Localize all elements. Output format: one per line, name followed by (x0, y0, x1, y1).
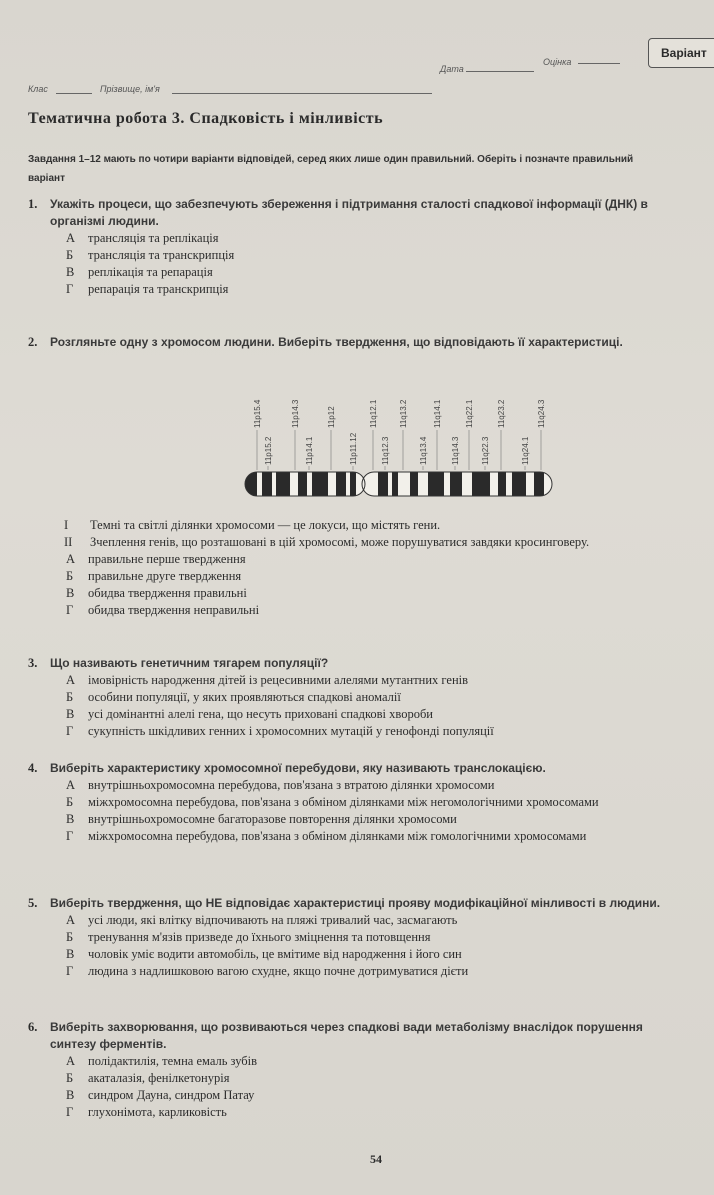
chromosome-q-arm (362, 472, 552, 496)
option-b[interactable]: Б акаталазія, фенілкетонурія (66, 1071, 230, 1085)
question-3 (28, 655, 688, 740)
question-number: 6. (28, 1020, 38, 1034)
grade-field[interactable] (578, 63, 620, 64)
option-d[interactable]: Г сукупність шкідливих генних і хромосомних мутацій у генофонді популяції (66, 724, 494, 738)
option-b[interactable]: Б міжхромосомна перебудова, пов'язана з обміном ділянками між негомологічними хромосомами (66, 795, 599, 809)
instructions: Завдання 1–12 мають по чотири варіанти відповідей, серед яких лише один правильний. Оберіть і позначте правильний варіант (28, 154, 634, 184)
band-label: 11p14.3 (291, 399, 300, 428)
option-c[interactable]: В чоловік уміє водити автомобіль, це вмітиме від народження і його син (66, 947, 462, 961)
option-c[interactable]: В усі домінантні алелі гена, що несуть приховані спадкові хвороби (66, 707, 434, 721)
option-c[interactable]: В внутрішньохромосомне багаторазове повторення ділянки хромосоми (66, 812, 457, 826)
variant-box: Варіант (648, 38, 714, 68)
band-label: 11q14.1 (433, 399, 442, 428)
option-a[interactable]: А полідактилія, темна емаль зубів (66, 1054, 258, 1068)
statement-2: II Зчеплення генів, що розташовані в цій хромосомі, може порушуватися завдяки кросинговеру. (64, 535, 590, 549)
date-label: Дата (440, 64, 464, 74)
band-label: 11q13.4 (419, 436, 428, 465)
band-ticks (257, 430, 541, 470)
option-b[interactable]: Б тренування м'язів призведе до їхнього зміцнення та потовщення (66, 930, 431, 944)
band-label: 11q24.1 (521, 436, 530, 465)
question-1 (28, 196, 688, 298)
option-c[interactable]: В синдром Дауна, синдром Патау (66, 1088, 255, 1102)
option-d[interactable]: Г глухонімота, карликовість (66, 1105, 227, 1119)
grade-label: Оцінка (543, 57, 572, 67)
question-text: Що називають генетичним тягарем популяції? (50, 656, 329, 670)
question-text: Виберіть захворювання, що розвиваються через спадкові вади метаболізму внаслідок порушення синтезу ферментів. (50, 1020, 643, 1051)
option-d[interactable]: Г людина з надлишковою вагою схудне, якщо почне дотримуватися дієти (66, 964, 469, 978)
band-label: 11q12.3 (381, 436, 390, 465)
class-label: Клас (28, 84, 48, 94)
band-label: 11q13.2 (399, 399, 408, 428)
band-label: 11q24.3 (537, 399, 546, 428)
option-a[interactable]: А правильне перше твердження (66, 552, 246, 566)
band-label: 11q23.2 (497, 399, 506, 428)
band-label: 11q14.3 (451, 436, 460, 465)
page-number: 54 (370, 1152, 382, 1166)
option-d[interactable]: Г обидва твердження неправильні (66, 603, 260, 617)
page-title: Тематична робота 3. Спадковість і мінливість (28, 110, 384, 127)
question-text: Виберіть твердження, що НЕ відповідає характеристиці прояву модифікаційної мінливості в людини. (50, 896, 661, 910)
option-a[interactable]: А імовірність народження дітей із рецесивними алелями мутантних генів (66, 673, 469, 687)
chromosome-p-arm (245, 472, 365, 496)
question-number: 2. (28, 335, 38, 349)
question-4 (28, 760, 688, 845)
date-field[interactable] (466, 71, 534, 72)
band-label: 11q12.1 (369, 399, 378, 428)
band-label: 11p12 (327, 406, 336, 428)
question-5 (28, 895, 688, 980)
name-field[interactable] (172, 93, 432, 94)
question-number: 3. (28, 656, 38, 670)
question-number: 1. (28, 197, 38, 211)
question-6 (28, 1019, 688, 1121)
band-label: 11p15.4 (253, 399, 262, 428)
question-2-statements (28, 517, 688, 619)
question-text: Укажіть процеси, що забезпечують збереження і підтримання сталості спадкової інформації (ДНК) в організмі людини. (50, 197, 648, 228)
option-a[interactable]: А усі люди, які влітку відпочивають на пляжі тривалий час, засмагають (66, 913, 458, 927)
question-number: 4. (28, 761, 38, 775)
option-b[interactable]: Б особини популяції, у яких проявляються спадкові аномалії (66, 690, 401, 704)
band-label: 11q22.3 (481, 436, 490, 465)
question-text: Виберіть характеристику хромосомної перебудови, яку називають транслокацією. (50, 761, 546, 775)
statement-1: I Темні та світлі ділянки хромосоми — це локуси, що містять гени. (64, 518, 441, 532)
band-label: 11p14.1 (305, 436, 314, 465)
option-b[interactable]: Б правильне друге твердження (66, 569, 242, 583)
option-c[interactable]: В реплікація та репарація (66, 265, 213, 279)
option-a[interactable]: А внутрішньохромосомна перебудова, пов'язана з втратою ділянки хромосоми (66, 778, 495, 792)
option-c[interactable]: В обидва твердження правильні (66, 586, 247, 600)
question-text: Розгляньте одну з хромосом людини. Виберіть твердження, що відповідають її характеристиці. (50, 335, 623, 349)
option-a[interactable]: А трансляція та реплікація (66, 231, 219, 245)
option-d[interactable]: Г міжхромосомна перебудова, пов'язана з обміном ділянками між гомологічними хромосомами (66, 829, 587, 843)
option-b[interactable]: Б трансляція та транскрипція (66, 248, 235, 262)
option-d[interactable]: Г репарація та транскрипція (66, 282, 229, 296)
band-label: 11q22.1 (465, 399, 474, 428)
question-2 (28, 334, 688, 351)
band-label: 11p11.12 (349, 432, 358, 465)
question-number: 5. (28, 896, 38, 910)
band-label: 11p15.2 (264, 436, 273, 465)
name-label: Прізвище, ім'я (100, 84, 160, 94)
chromosome-band-labels (253, 399, 546, 465)
chromosome-diagram (240, 370, 560, 505)
class-field[interactable] (56, 93, 92, 94)
